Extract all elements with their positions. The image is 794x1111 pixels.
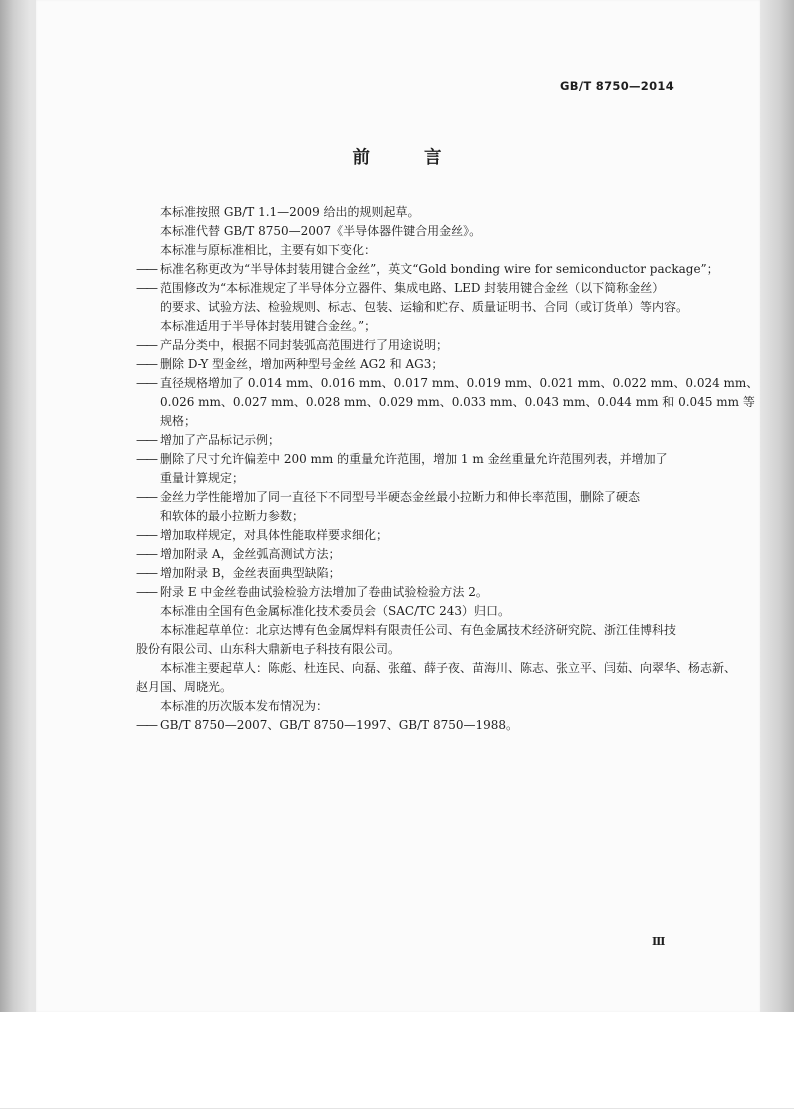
change-item-continuation: 本标准适用于半导体封装用键合金丝。”； — [160, 319, 377, 333]
change-item — [136, 545, 678, 564]
page-number: Ⅲ — [652, 935, 665, 948]
bottom-divider — [0, 1108, 794, 1109]
dash-marker: —— — [136, 585, 156, 599]
dash-marker: —— — [136, 433, 156, 447]
change-item — [136, 355, 678, 374]
change-item-continuation: 和软体的最小拉断力参数； — [160, 509, 305, 523]
dash-marker: —— — [136, 338, 156, 352]
paragraph-continuation: 赵月国、周晓光。 — [136, 680, 233, 694]
dash-marker: —— — [136, 376, 156, 390]
change-item — [136, 431, 678, 450]
paragraph-drafting-rules: 本标准按照 GB/T 1.1—2009 给出的规则起草。 — [160, 205, 420, 219]
dash-marker: —— — [136, 547, 156, 561]
change-item-continuation: 的要求、试验方法、检验规则、标志、包装、运输和贮存、质量证明书、合同（或订货单）等内容。 — [160, 300, 689, 314]
standard-number: GB/T 8750—2014 — [560, 79, 674, 93]
paragraph-edition-history: 本标准的历次版本发布情况为： — [160, 699, 329, 713]
change-item-text: 增加附录 A，金丝弧高测试方法； — [160, 547, 341, 561]
change-item-text: 删除 D-Y 型金丝，增加两种型号金丝 AG2 和 AG3； — [160, 357, 444, 371]
dash-marker: —— — [136, 281, 156, 295]
change-item-text: 产品分类中，根据不同封装弧高范围进行了用途说明； — [160, 338, 449, 352]
change-item-text: 范围修改为“本标准规定了半导体分立器件、集成电路、LED 封装用键合金丝（以下简称金丝） — [160, 281, 665, 295]
foreword-body — [136, 203, 759, 735]
paragraph-technical-committee: 本标准由全国有色金属标准化技术委员会（SAC/TC 243）归口。 — [160, 604, 511, 618]
dash-marker: —— — [136, 262, 156, 276]
change-item-text: 增加取样规定，对具体性能取样要求细化； — [160, 528, 389, 542]
change-item — [136, 450, 678, 469]
dash-marker: —— — [136, 357, 156, 371]
change-item — [136, 564, 678, 583]
dash-marker: —— — [136, 566, 156, 580]
change-item — [136, 583, 678, 602]
change-item-text: 增加了产品标记示例； — [160, 433, 281, 447]
change-item-continuation: 重量计算规定； — [160, 471, 245, 485]
paragraph-drafting-units: 本标准起草单位：北京达博有色金属焊料有限责任公司、有色金属技术经济研究院、浙江佳博科技 — [160, 623, 677, 637]
paragraph-replaces: 本标准代替 GB/T 8750—2007《半导体器件键合用金丝》。 — [160, 224, 482, 238]
dash-marker: —— — [136, 490, 156, 504]
change-item — [136, 279, 678, 298]
dash-marker: —— — [136, 452, 156, 466]
change-item — [136, 336, 678, 355]
change-item-continuation: 0.026 mm、0.027 mm、0.028 mm、0.029 mm、0.033 mm、0.043 mm、0.044 mm 和 0.045 mm 等 — [160, 395, 755, 409]
change-item-text: 增加附录 B，金丝表面典型缺陷； — [160, 566, 341, 580]
paragraph-changes-intro: 本标准与原标准相比，主要有如下变化： — [160, 243, 377, 257]
change-item-text: 删除了尺寸允许偏差中 200 mm 的重量允许范围，增加 1 m 金丝重量允许范围列表，并增加了 — [160, 452, 668, 466]
change-item — [136, 374, 759, 393]
change-item-text: 标准名称更改为“半导体封装用键合金丝”，英文“Gold bonding wire for semiconductor package”； — [160, 262, 719, 276]
paragraph-continuation: 股份有限公司、山东科大鼎新电子科技有限公司。 — [136, 642, 401, 656]
page-title: 前 言 — [352, 148, 466, 168]
change-item-text: 金丝力学性能增加了同一直径下不同型号半硬态金丝最小拉断力和伸长率范围，删除了硬态 — [160, 490, 641, 504]
change-item-continuation: 规格； — [160, 414, 197, 428]
change-item-text: 附录 E 中金丝卷曲试验检验方法增加了卷曲试验检验方法 2。 — [160, 585, 488, 599]
change-item — [136, 526, 678, 545]
edition-item-text: GB/T 8750—2007、GB/T 8750—1997、GB/T 8750—1988。 — [160, 718, 519, 732]
dash-marker: —— — [136, 528, 156, 542]
change-item — [136, 260, 719, 279]
paragraph-main-drafters: 本标准主要起草人：陈彪、杜连民、向磊、张蕴、薛子夜、苗海川、陈志、张立平、闫茹、向翠华、杨志新、 — [160, 661, 737, 675]
dash-marker: —— — [136, 718, 156, 732]
edition-item — [136, 716, 678, 735]
change-item — [136, 488, 678, 507]
change-item-text: 直径规格增加了 0.014 mm、0.016 mm、0.017 mm、0.019 mm、0.021 mm、0.022 mm、0.024 mm、 — [160, 376, 759, 390]
